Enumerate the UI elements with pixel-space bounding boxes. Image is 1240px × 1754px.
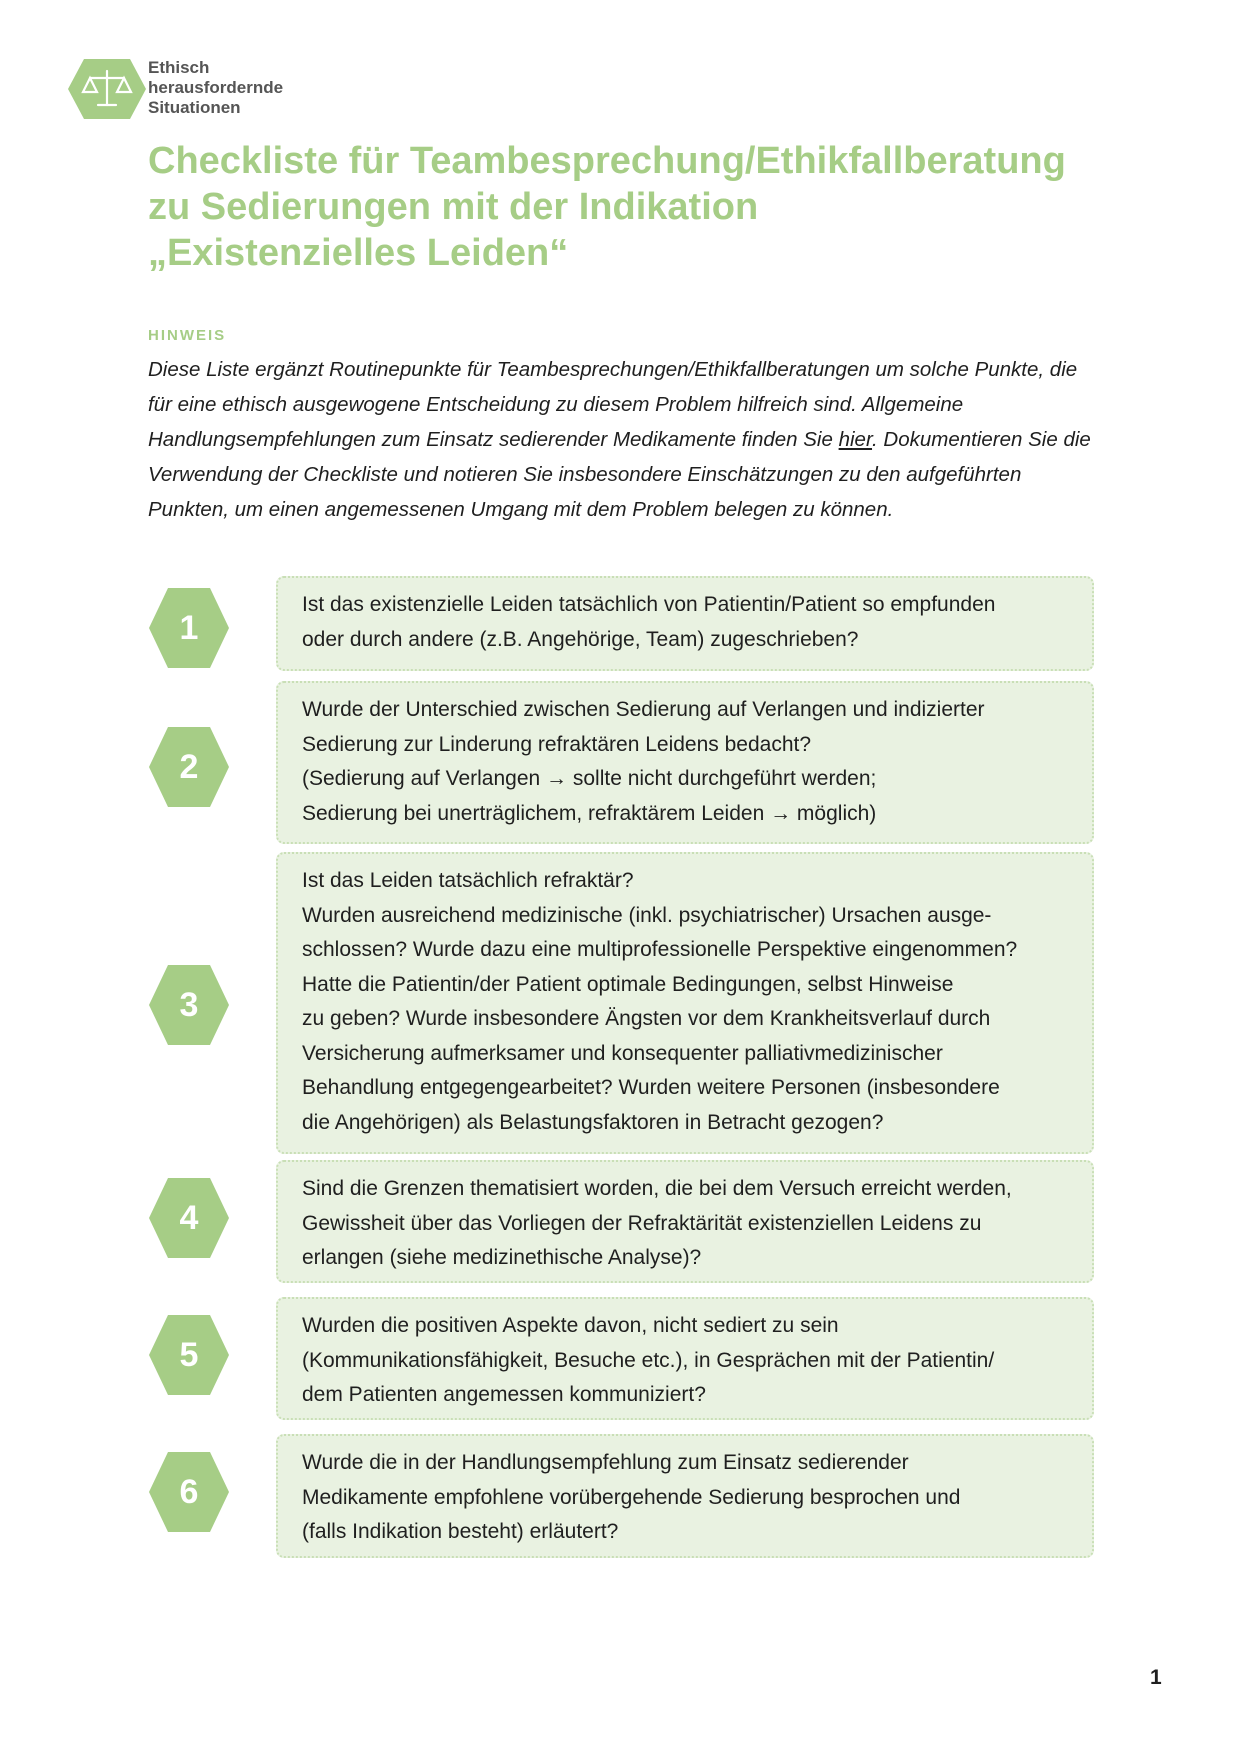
question-line: Wurde die in der Handlungsempfehlung zum Einsatz sedierender: [302, 1451, 909, 1474]
question-box: [276, 852, 1094, 1154]
question-line: Medikamente empfohlene vorübergehende Sedierung besprochen und: [302, 1485, 961, 1509]
question-line: Hatte die Patientin/der Patient optimale Bedingungen, selbst Hinweise: [302, 972, 954, 996]
question-line: Ist das Leiden tatsächlich refraktär?: [302, 869, 634, 892]
item-number-badge: [148, 964, 230, 1046]
question-line: erlangen (siehe medizinethische Analyse)?: [302, 1246, 702, 1269]
item-number: 6: [179, 1473, 199, 1511]
question-box: [276, 1297, 1094, 1420]
title-line: „Existenzielles Leiden“: [148, 232, 569, 274]
brand-text: [148, 58, 283, 118]
question-line: oder durch andere (z.B. Angehörige, Team) zugeschrieben?: [302, 627, 859, 651]
item-number: 1: [179, 609, 199, 647]
question-line: (Kommunikationsfähigkeit, Besuche etc.), in Gesprächen mit der Patientin/: [302, 1348, 995, 1372]
question-line: Wurde der Unterschied zwischen Sedierung auf Verlangen und indizierter: [302, 698, 985, 721]
question-line: schlossen? Wurde dazu eine multiprofessionelle Perspektive eingenommen?: [302, 938, 1018, 961]
question-line: Behandlung entgegengearbeitet? Wurden weitere Personen (insbesondere: [302, 1076, 1000, 1099]
question-line: Wurden die positiven Aspekte davon, nicht sediert zu sein: [302, 1314, 839, 1337]
item-number: 2: [179, 748, 199, 786]
hint-text-end: . Dokumentieren Sie die Verwendung der Checkliste und notieren Sie insbesondere Einschätzungen zu den aufgeführten Punkten, um einen angemessenen Umgang mit dem Problem belegen zu können.: [148, 428, 1091, 521]
question-line: Wurden ausreichend medizinische (inkl. psychiatrischer) Ursachen ausge-: [302, 903, 992, 927]
question-line: Sedierung bei unerträglichem, refraktärem Leiden → möglich): [302, 801, 877, 825]
question-line: zu geben? Wurde insbesondere Ängsten vor dem Krankheitsverlauf durch: [302, 1007, 991, 1030]
item-number: 3: [179, 986, 199, 1024]
scales-icon: [66, 57, 148, 121]
question-line: Sind die Grenzen thematisiert worden, die bei dem Versuch erreicht werden,: [302, 1177, 1012, 1200]
item-number: 5: [179, 1336, 199, 1374]
page-title: [148, 138, 1148, 276]
question-box: [276, 1160, 1094, 1283]
brand-line: herausfordernde: [148, 78, 284, 97]
question-line: dem Patienten angemessen kommuniziert?: [302, 1383, 706, 1406]
question-box: [276, 1434, 1094, 1558]
item-number: 4: [179, 1199, 199, 1237]
question-box: [276, 681, 1094, 844]
item-number-badge: [148, 1451, 230, 1533]
question-line: die Angehörigen) als Belastungsfaktoren in Betracht gezogen?: [302, 1110, 884, 1134]
hint-label: HINWEIS: [148, 327, 227, 344]
hint-paragraph: [148, 352, 1100, 527]
question-line: (Sedierung auf Verlangen → sollte nicht durchgeführt werden;: [302, 767, 877, 790]
brand-line: Ethisch: [148, 58, 210, 77]
brand-line: Situationen: [148, 98, 241, 117]
title-line: Checkliste für Teambesprechung/Ethikfallberatung: [148, 140, 1066, 182]
item-number-badge: [148, 1314, 230, 1396]
question-line: Versicherung aufmerksamer und konsequenter palliativmedizinischer: [302, 1041, 943, 1065]
question-line: Sedierung zur Linderung refraktären Leidens bedacht?: [302, 732, 812, 756]
question-line: (falls Indikation besteht) erläutert?: [302, 1520, 619, 1543]
item-number-badge: [148, 1177, 230, 1259]
title-line: zu Sedierungen mit der Indikation: [148, 186, 759, 228]
hier-link[interactable]: hier: [838, 428, 873, 451]
hint-text-start: Diese Liste ergänzt Routinepunkte für Teambesprechungen/Ethikfallberatungen um solche Punkte, die für eine ethisch ausgewogene Entscheidung zu diesem Problem hilfreich sind. Allgemeine Handlungsempfehlungen zum Einsatz sedierender Medikamente finden Sie: [148, 358, 1078, 451]
item-number-badge: [148, 726, 230, 808]
question-box: [276, 576, 1094, 671]
question-line: Gewissheit über das Vorliegen der Refraktärität existenziellen Leidens zu: [302, 1211, 982, 1235]
page-number: 1: [1150, 1666, 1162, 1689]
question-line: Ist das existenzielle Leiden tatsächlich von Patientin/Patient so empfunden: [302, 593, 996, 616]
item-number-badge: [148, 587, 230, 669]
logo-hexagon: [66, 57, 148, 121]
